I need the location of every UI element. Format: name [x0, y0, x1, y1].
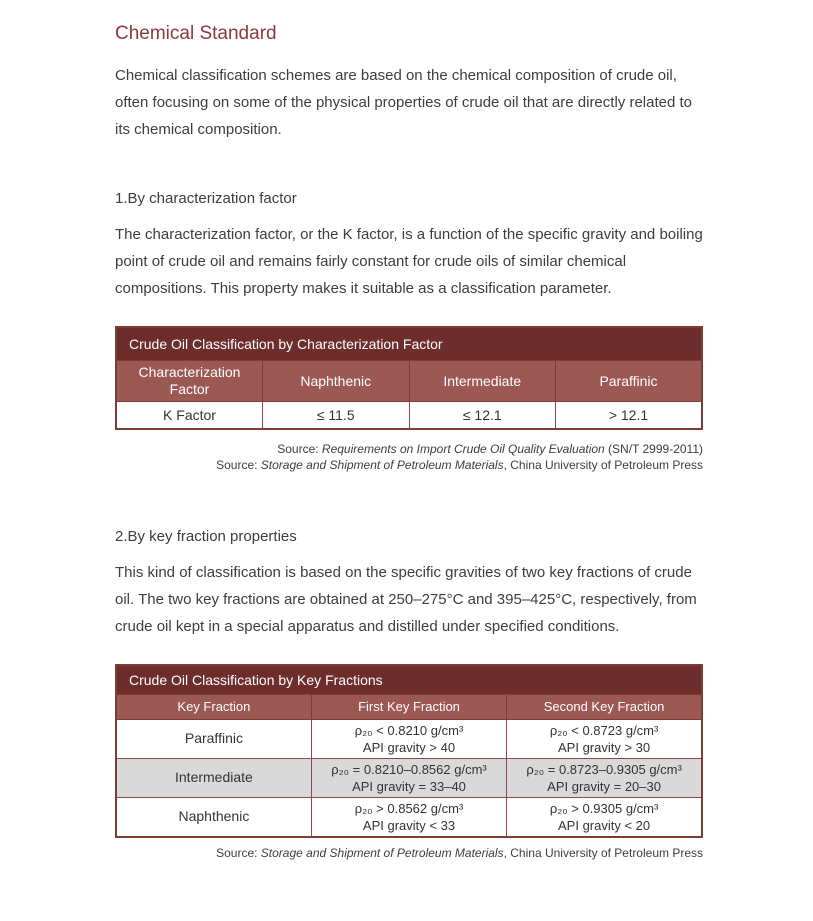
table1-title-row [116, 327, 702, 361]
density-condition: ρ₂₀ = 0.8723–0.9305 g/cm³ [526, 761, 682, 777]
table2-header-row [116, 694, 702, 719]
source-line [115, 845, 703, 861]
source-suffix: , China University of Petroleum Press [503, 457, 703, 472]
row-label: Naphthenic [116, 797, 311, 837]
page-title: Chemical Standard [115, 23, 277, 44]
intro-paragraph: Chemical classification schemes are based on the chemical composition of crude oil, often focusing on some of the physical properties of crude oil that are directly related to its chemical composition. [115, 67, 692, 138]
document-page [115, 0, 703, 861]
source-suffix: (SN/T 2999-2011) [604, 441, 703, 456]
source-prefix: Source: [277, 441, 322, 456]
table1-cell-paraffinic-value: > 12.1 [556, 402, 703, 429]
density-condition: ρ₂₀ > 0.9305 g/cm³ [549, 800, 659, 816]
density-condition: ρ₂₀ < 0.8210 g/cm³ [354, 722, 464, 738]
table1-title: Crude Oil Classification by Characterization Factor [116, 327, 702, 361]
table2-title-row [116, 665, 702, 695]
source-prefix: Source: [216, 845, 261, 860]
second-key-fraction-cell [507, 719, 702, 758]
table-row [116, 402, 702, 429]
source-suffix: , China University of Petroleum Press [503, 845, 703, 860]
section2-heading: 2.By key fraction properties [115, 527, 297, 545]
source-line [115, 441, 703, 457]
table2-header-key-fraction: Key Fraction [116, 694, 311, 719]
first-key-fraction-cell [311, 719, 506, 758]
section1-heading: 1.By characterization factor [115, 190, 297, 207]
source-title: Storage and Shipment of Petroleum Materials [260, 457, 504, 472]
table2-header-second-key-fraction: Second Key Fraction [507, 694, 702, 719]
source-line [115, 457, 703, 473]
table1-sources [115, 441, 703, 473]
table1-header-characterization-factor: Characterization Factor [116, 361, 263, 402]
second-key-fraction-cell [507, 758, 702, 797]
api-gravity-condition: API gravity > 40 [362, 739, 456, 755]
table1-cell-k-factor: K Factor [116, 402, 263, 429]
table1-header-intermediate: Intermediate [409, 361, 556, 402]
table-row-intermediate [116, 758, 702, 797]
table2-sources [115, 845, 703, 861]
density-condition: ρ₂₀ < 0.8723 g/cm³ [549, 722, 659, 738]
second-key-fraction-cell [507, 797, 702, 837]
table-row-naphthenic [116, 797, 702, 837]
source-title: Storage and Shipment of Petroleum Materials [260, 845, 504, 860]
table1-header-row [116, 361, 702, 402]
table1-header-naphthenic: Naphthenic [263, 361, 410, 402]
api-gravity-condition: API gravity < 20 [558, 817, 651, 833]
table1-cell-naphthenic-value: ≤ 11.5 [263, 402, 410, 429]
first-key-fraction-cell [311, 797, 506, 837]
characterization-factor-table [115, 326, 703, 430]
source-prefix: Source: [216, 457, 261, 472]
api-gravity-condition: API gravity = 33–40 [352, 778, 466, 794]
key-fractions-table [115, 664, 703, 838]
table2-title: Crude Oil Classification by Key Fractions [116, 665, 702, 695]
table1-cell-intermediate-value: ≤ 12.1 [409, 402, 556, 429]
section1-paragraph: The characterization factor, or the K factor, is a function of the specific gravity and boiling point of crude oil and remains fairly constant for crude oils of similar chemical compositions. This property makes it suitable as a classification parameter. [115, 226, 703, 297]
table2-header-first-key-fraction: First Key Fraction [311, 694, 506, 719]
density-condition: ρ₂₀ = 0.8210–0.8562 g/cm³ [331, 761, 487, 777]
api-gravity-condition: API gravity = 20–30 [547, 778, 661, 794]
api-gravity-condition: API gravity > 30 [558, 739, 651, 755]
first-key-fraction-cell [311, 758, 506, 797]
source-title: Requirements on Import Crude Oil Quality Evaluation [321, 441, 605, 456]
section2-paragraph: This kind of classification is based on the specific gravities of two key fractions of crude oil. The two key fractions are obtained at 250–275°C and 395–425°C, respectively, from crude oil kept in a special apparatus and distilled under specified conditions. [115, 563, 697, 635]
row-label: Paraffinic [116, 719, 311, 758]
row-label: Intermediate [116, 758, 311, 797]
table1-header-paraffinic: Paraffinic [556, 361, 703, 402]
density-condition: ρ₂₀ > 0.8562 g/cm³ [354, 800, 464, 816]
table-row-paraffinic [116, 719, 702, 758]
api-gravity-condition: API gravity < 33 [362, 817, 456, 833]
